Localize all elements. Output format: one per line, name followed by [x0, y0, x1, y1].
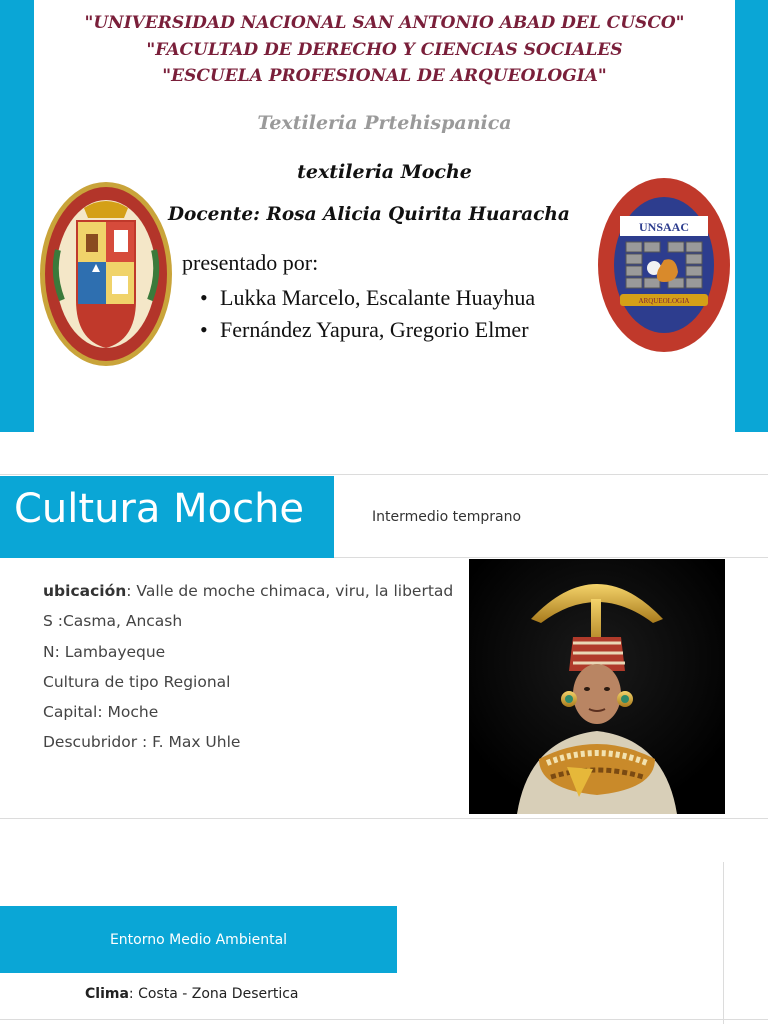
- environment-banner-label: Entorno Medio Ambiental: [109, 931, 288, 948]
- fact-value: : Valle de moche chimaca, viru, la libertad: [126, 582, 454, 600]
- teacher-name: Docente: Rosa Alicia Quirita Huaracha: [168, 204, 570, 225]
- slide-separator: [0, 818, 768, 819]
- logo-ribbon-text: ARQUEOLOGIA: [638, 297, 690, 305]
- student-item: • Lukka Marcelo, Escalante Huayhua: [200, 282, 535, 314]
- clima-value: : Costa - Zona Desertica: [128, 986, 299, 1002]
- slide-separator: [0, 1019, 768, 1020]
- presentation-topic: textileria Moche: [297, 161, 472, 183]
- fact-line: Cultura de tipo Regional: [43, 672, 231, 691]
- faculty-name: "FACULTAD DE DERECHO Y CIENCIAS SOCIALES: [146, 39, 623, 60]
- facts-list: [43, 578, 453, 760]
- fact-label: ubicación: [43, 582, 127, 600]
- student-list: [200, 282, 535, 346]
- section-title: Cultura Moche: [14, 486, 305, 532]
- title-slide: [0, 0, 768, 432]
- fact-line: N: Lambayeque: [43, 642, 166, 661]
- presented-by-label: presentado por:: [182, 250, 319, 275]
- environment-banner: [0, 906, 397, 973]
- clima-line: [85, 986, 299, 1002]
- fact-line: Capital: Moche: [43, 703, 159, 722]
- header-divider: [334, 557, 768, 558]
- school-name: "ESCUELA PROFESIONAL DE ARQUEOLOGIA": [162, 66, 607, 86]
- unsaac-label: UNSAAC: [638, 220, 690, 234]
- slide-edge-line: [723, 862, 724, 1024]
- university-name: "UNIVERSIDAD NACIONAL SAN ANTONIO ABAD DEL CUSCO": [84, 13, 685, 33]
- student-item: • Fernández Yapura, Gregorio Elmer: [200, 314, 535, 346]
- university-crest-logo: [38, 180, 174, 368]
- institution-header: [34, 10, 735, 90]
- archaeology-school-logo: [596, 176, 732, 354]
- clima-label: Clima: [85, 986, 129, 1002]
- period-label: Intermedio temprano: [372, 509, 522, 525]
- left-accent-bar: [0, 0, 34, 432]
- fact-line: Descubridor : F. Max Uhle: [43, 733, 241, 752]
- right-accent-bar: [735, 0, 768, 432]
- moche-lord-portrait: [469, 559, 725, 814]
- course-subject: Textileria Prtehispanica: [257, 112, 512, 134]
- fact-line: S :Casma, Ancash: [43, 612, 183, 631]
- slide-separator: [0, 474, 768, 475]
- fact-ubicacion: [43, 578, 453, 608]
